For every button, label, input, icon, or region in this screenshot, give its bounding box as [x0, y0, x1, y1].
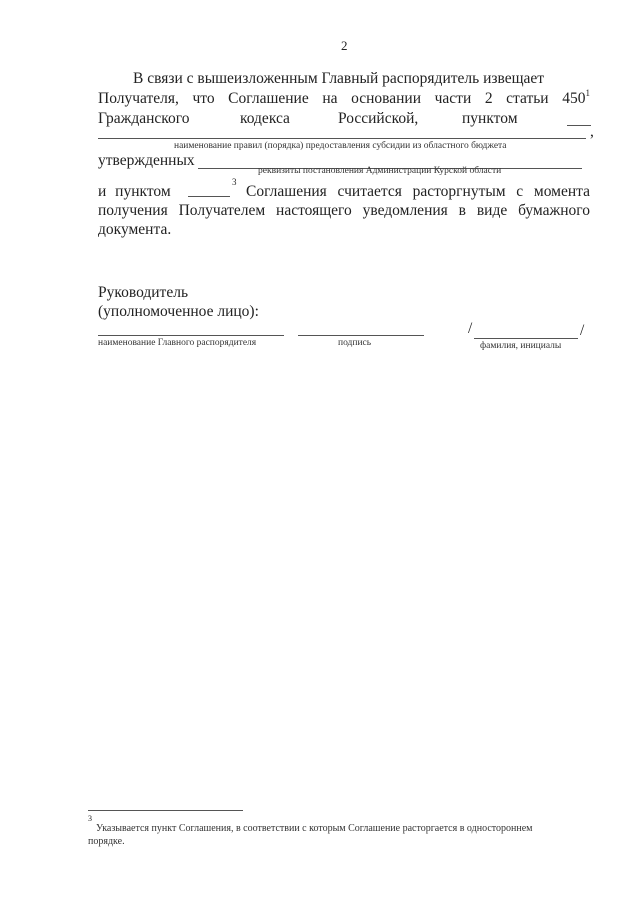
page-number: 2	[341, 38, 348, 53]
slash-left: /	[468, 320, 473, 337]
paragraph-line-1: В связи с вышеизложенным Главный распорядитель извещает	[133, 70, 545, 87]
word: на	[322, 90, 338, 107]
caption-rules: наименование правил (порядка) предоставления субсидии из областного бюджета	[174, 141, 507, 151]
label-fio: фамилия, инициалы	[480, 341, 562, 351]
caption-decree: реквизиты постановления Администрации Курской области	[258, 166, 502, 176]
paragraph-line-8: документа.	[98, 221, 172, 238]
word: что	[192, 90, 215, 107]
footnote-text-line-1: Указывается пункт Соглашения, в соответствии с которым Соглашение расторгается в одностороннем	[96, 823, 533, 834]
blank-line-manager-name	[98, 335, 284, 336]
blank-line-fio	[474, 338, 578, 339]
word: Получателя,	[98, 90, 179, 107]
blank-line-rules	[98, 138, 586, 139]
approved-label: утвержденных	[98, 152, 195, 169]
blank-line-point-2	[188, 196, 230, 197]
label-signature: подпись	[338, 338, 372, 348]
comma: ,	[590, 123, 594, 140]
blank-line-point	[567, 125, 591, 126]
slash-right: /	[580, 322, 585, 339]
paragraph-line-6-start: и пунктом	[98, 183, 171, 200]
label-manager-name: наименование Главного распорядителя	[98, 338, 257, 348]
paragraph-line-2	[98, 90, 590, 108]
word: основании	[351, 90, 422, 107]
article-number: $450^1$	[562, 88, 590, 107]
paragraph-line-3-word: Российской,	[338, 110, 419, 127]
paragraph-line-3-word: кодекса	[240, 110, 290, 127]
signer-subtitle: (уполномоченное лицо):	[98, 303, 259, 320]
paragraph-line-3: Гражданского	[98, 110, 190, 127]
footnote-ref-1: 1	[585, 88, 590, 98]
footnote-marker: 3	[88, 814, 92, 823]
blank-line-signature	[298, 335, 424, 336]
footnote-text-line-2: порядке.	[88, 836, 125, 847]
paragraph-line-3-word: пунктом	[462, 110, 518, 127]
paragraph-line-7: получения Получателем настоящего уведомления в виде бумажного	[98, 202, 590, 219]
word: статьи	[506, 90, 549, 107]
footnote-separator	[88, 810, 243, 811]
footnote-ref-3: 3	[232, 177, 237, 187]
paragraph-line-6-end: Соглашения считается расторгнутым с момента	[246, 183, 590, 200]
word: части	[434, 90, 472, 107]
word: Соглашение	[228, 90, 309, 107]
word: 2	[484, 90, 493, 107]
signer-title: Руководитель	[98, 284, 189, 301]
